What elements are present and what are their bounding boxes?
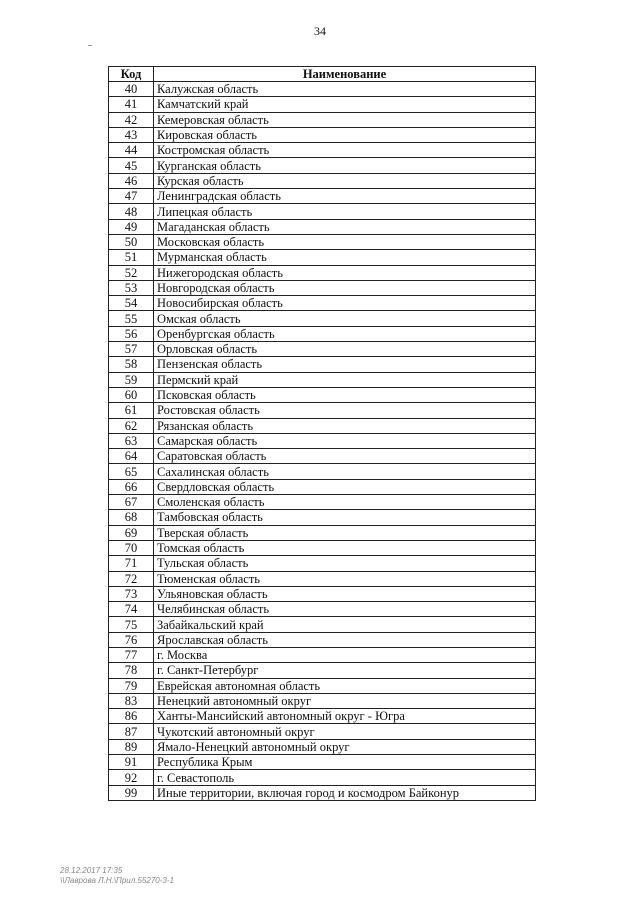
table-row [109, 617, 536, 632]
cell-code: 51 [109, 250, 154, 265]
table-row [109, 770, 536, 785]
cell-code: 42 [109, 112, 154, 127]
cell-code: 83 [109, 693, 154, 708]
table-row [109, 693, 536, 708]
cell-name: Сахалинская область [154, 464, 536, 479]
cell-name: Республика Крым [154, 755, 536, 770]
table-row [109, 265, 536, 280]
cell-name: Ненецкий автономный округ [154, 693, 536, 708]
cell-code: 57 [109, 342, 154, 357]
table-row [109, 678, 536, 693]
cell-code: 61 [109, 403, 154, 418]
cell-name: Тверская область [154, 525, 536, 540]
cell-name: Липецкая область [154, 204, 536, 219]
cell-name: Еврейская автономная область [154, 678, 536, 693]
cell-name: Оренбургская область [154, 326, 536, 341]
table-row [109, 357, 536, 372]
region-code-table [108, 66, 536, 801]
table-row [109, 525, 536, 540]
cell-name: г. Москва [154, 647, 536, 662]
cell-code: 91 [109, 755, 154, 770]
table-row [109, 234, 536, 249]
table-row [109, 143, 536, 158]
cell-name: Мурманская область [154, 250, 536, 265]
cell-name: Саратовская область [154, 449, 536, 464]
cell-name: Костромская область [154, 143, 536, 158]
cell-code: 59 [109, 372, 154, 387]
cell-code: 92 [109, 770, 154, 785]
footer-timestamp: 28.12.2017 17:35 [60, 866, 123, 875]
table-row [109, 82, 536, 97]
cell-name: Иные территории, включая город и космодром Байконур [154, 785, 536, 800]
cell-code: 75 [109, 617, 154, 632]
cell-code: 62 [109, 418, 154, 433]
table-row [109, 464, 536, 479]
cell-code: 78 [109, 663, 154, 678]
cell-name: Нижегородская область [154, 265, 536, 280]
cell-name: Ярославская область [154, 632, 536, 647]
table-row [109, 97, 536, 112]
cell-name: Кемеровская область [154, 112, 536, 127]
table-row [109, 433, 536, 448]
cell-name: Пензенская область [154, 357, 536, 372]
table-row [109, 479, 536, 494]
cell-code: 79 [109, 678, 154, 693]
footer-file-path: \\Лаврова Л.Н.\Прил.55270-3-1 [60, 876, 174, 885]
table-row [109, 709, 536, 724]
table-body [109, 82, 536, 801]
table-row [109, 556, 536, 571]
cell-code: 69 [109, 525, 154, 540]
cell-name: Кировская область [154, 127, 536, 142]
cell-code: 45 [109, 158, 154, 173]
cell-code: 89 [109, 739, 154, 754]
table-row [109, 173, 536, 188]
cell-code: 86 [109, 709, 154, 724]
table-row [109, 387, 536, 402]
cell-name: Томская область [154, 540, 536, 555]
table-row [109, 189, 536, 204]
cell-name: Ленинградская область [154, 189, 536, 204]
header-code: Код [109, 67, 154, 82]
header-name: Наименование [154, 67, 536, 82]
table-row [109, 204, 536, 219]
footer-stamp [60, 866, 174, 886]
cell-name: Тюменская область [154, 571, 536, 586]
page-number: 34 [314, 24, 326, 38]
table-row [109, 280, 536, 295]
cell-name: Курская область [154, 173, 536, 188]
cell-name: Магаданская область [154, 219, 536, 234]
cell-code: 40 [109, 82, 154, 97]
cell-name: Челябинская область [154, 602, 536, 617]
table-row [109, 158, 536, 173]
cell-code: 43 [109, 127, 154, 142]
cell-code: 99 [109, 785, 154, 800]
table-row [109, 219, 536, 234]
table-row [109, 495, 536, 510]
cell-name: Ханты-Мансийский автономный округ - Югра [154, 709, 536, 724]
cell-name: Курганская область [154, 158, 536, 173]
cell-code: 68 [109, 510, 154, 525]
cell-name: Омская область [154, 311, 536, 326]
table-row [109, 342, 536, 357]
cell-name: Ульяновская область [154, 586, 536, 601]
scan-mark [88, 45, 92, 46]
cell-code: 71 [109, 556, 154, 571]
table-row [109, 112, 536, 127]
table-row [109, 372, 536, 387]
table-row [109, 663, 536, 678]
cell-name: Калужская область [154, 82, 536, 97]
cell-code: 46 [109, 173, 154, 188]
cell-name: Московская область [154, 234, 536, 249]
cell-code: 55 [109, 311, 154, 326]
table-header-row [109, 67, 536, 82]
cell-name: Тульская область [154, 556, 536, 571]
table-row [109, 403, 536, 418]
cell-name: Камчатский край [154, 97, 536, 112]
cell-code: 70 [109, 540, 154, 555]
cell-name: Самарская область [154, 433, 536, 448]
cell-name: Смоленская область [154, 495, 536, 510]
table-row [109, 602, 536, 617]
cell-name: Рязанская область [154, 418, 536, 433]
cell-name: г. Санкт-Петербург [154, 663, 536, 678]
cell-code: 50 [109, 234, 154, 249]
table-row [109, 586, 536, 601]
table-row [109, 724, 536, 739]
table-row [109, 632, 536, 647]
table-row [109, 571, 536, 586]
cell-code: 48 [109, 204, 154, 219]
cell-code: 73 [109, 586, 154, 601]
table-row [109, 311, 536, 326]
cell-code: 77 [109, 647, 154, 662]
table-row [109, 449, 536, 464]
table-row [109, 540, 536, 555]
cell-code: 54 [109, 296, 154, 311]
cell-code: 47 [109, 189, 154, 204]
table-row [109, 326, 536, 341]
cell-name: Ростовская область [154, 403, 536, 418]
cell-code: 58 [109, 357, 154, 372]
cell-code: 53 [109, 280, 154, 295]
cell-name: Новосибирская область [154, 296, 536, 311]
cell-code: 52 [109, 265, 154, 280]
cell-code: 76 [109, 632, 154, 647]
cell-code: 63 [109, 433, 154, 448]
cell-code: 56 [109, 326, 154, 341]
cell-code: 67 [109, 495, 154, 510]
table-row [109, 127, 536, 142]
cell-name: Тамбовская область [154, 510, 536, 525]
cell-code: 41 [109, 97, 154, 112]
cell-name: Забайкальский край [154, 617, 536, 632]
cell-name: Свердловская область [154, 479, 536, 494]
table-row [109, 296, 536, 311]
cell-code: 66 [109, 479, 154, 494]
table-row [109, 647, 536, 662]
cell-name: Ямало-Ненецкий автономный округ [154, 739, 536, 754]
cell-code: 72 [109, 571, 154, 586]
cell-code: 87 [109, 724, 154, 739]
cell-code: 65 [109, 464, 154, 479]
cell-code: 49 [109, 219, 154, 234]
cell-name: Новгородская область [154, 280, 536, 295]
cell-code: 44 [109, 143, 154, 158]
cell-code: 64 [109, 449, 154, 464]
cell-name: Пермский край [154, 372, 536, 387]
table-row [109, 510, 536, 525]
cell-name: Орловская область [154, 342, 536, 357]
table-row [109, 739, 536, 754]
cell-code: 74 [109, 602, 154, 617]
cell-name: Псковская область [154, 387, 536, 402]
cell-code: 60 [109, 387, 154, 402]
table-row [109, 785, 536, 800]
table-row [109, 250, 536, 265]
cell-name: Чукотский автономный округ [154, 724, 536, 739]
table-row [109, 755, 536, 770]
table-row [109, 418, 536, 433]
cell-name: г. Севастополь [154, 770, 536, 785]
